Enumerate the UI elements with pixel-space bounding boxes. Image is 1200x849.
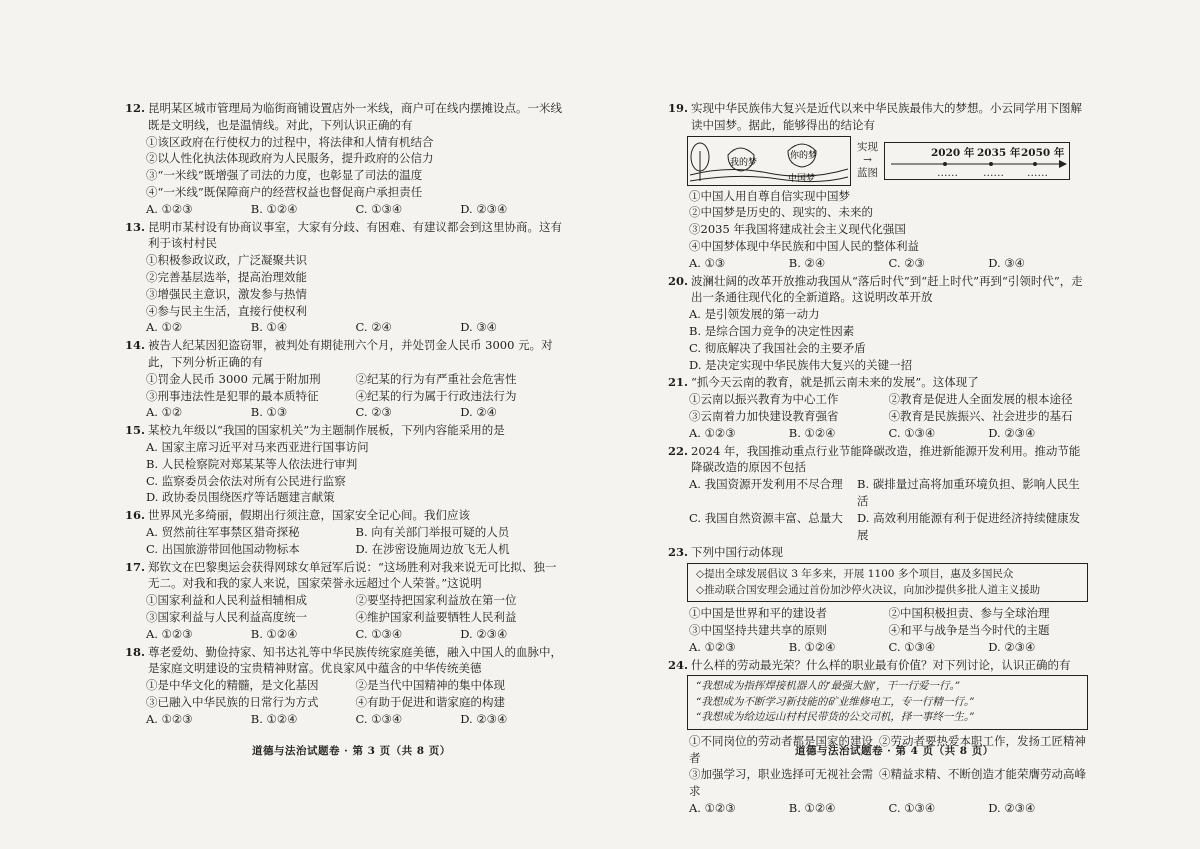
question-15 <box>125 422 565 506</box>
statement: ②以人性化执法体现政府为人民服务，提升政府的公信力 <box>146 151 434 166</box>
statement: ①该区政府在行使权力的过程中，将法律和人情有机结合 <box>146 134 434 149</box>
question-stem: 某校九年级以“我国的国家机关”为主题制作展板，下列内容能采用的是 <box>148 423 505 438</box>
question-number: 21. <box>668 375 689 390</box>
timeline-year: 2035 年 <box>977 146 1021 159</box>
china-dream-label: 中国梦 <box>788 173 816 184</box>
right-page <box>668 100 1088 818</box>
option-b: B. 碳排量过高将加重环境负担、影响人民生活 <box>857 477 1080 508</box>
question-14 <box>125 337 565 421</box>
option-d: D. 是决定实现中华民族伟大复兴的关键一招 <box>689 357 913 372</box>
statement: ①云南以振兴教育为中心工作 <box>689 392 839 407</box>
option-c: C. 监察委员会依法对所有公民进行监察 <box>146 473 346 488</box>
china-dream-figure <box>687 136 1088 186</box>
statement: ②完善基层选举，提高治理效能 <box>146 269 307 284</box>
choice-a: A. ①②③ <box>689 425 736 440</box>
timeline-year: 2020 年 <box>931 146 975 159</box>
statement: ④和平与战争是当今时代的主题 <box>888 622 1050 637</box>
statement: ①不同岗位的劳动者都是国家的建设者 <box>689 733 873 765</box>
statement: ③云南着力加快建设教育强省 <box>689 408 839 423</box>
statement: ②纪某的行为有严重社会危害性 <box>355 371 517 386</box>
question-number: 23. <box>668 545 689 560</box>
statement: ③加强学习，职业选择可无视社会需求 <box>689 767 873 799</box>
statement: ③“一米线”既增强了司法的力度，也彰显了司法的温度 <box>146 168 423 183</box>
question-18 <box>125 644 565 728</box>
question-number: 16. <box>125 508 146 523</box>
timeline-dots: …… <box>983 166 1004 179</box>
choice-c: C. ②③ <box>355 405 392 420</box>
choice-c: C. ①③④ <box>888 639 936 654</box>
choice-d: D. ②③④ <box>988 425 1036 440</box>
statement: ②教育是促进人全面发展的根本途径 <box>888 392 1073 407</box>
statement: ①国家利益和人民利益相辅相成 <box>146 593 307 608</box>
option-d: D. 在涉密设施周边放飞无人机 <box>355 541 510 556</box>
choice-a: A. ①②③ <box>146 201 193 216</box>
choice-a: A. ①②③ <box>146 626 193 641</box>
statement: ①积极参政议政，广泛凝聚共识 <box>146 253 307 268</box>
left-page <box>125 100 565 728</box>
statement: ①是中华文化的精髓，是文化基因 <box>146 678 319 693</box>
statement: ④精益求精、不断创造才能荣膺劳动高峰 <box>879 767 1086 782</box>
option-c: C. 出国旅游带回他国动物标本 <box>146 541 300 556</box>
question-stem: 被告人纪某因犯盗窃罪，被判处有期徒刑六个月，并处罚金人民币 3000 元。对此，下列分析正确的有 <box>148 338 553 369</box>
page-footer-right: 道德与法治试题卷 · 第 4 页（共 8 页） <box>795 745 994 757</box>
statement: ③2035 年我国将建成社会主义现代化强国 <box>689 222 906 237</box>
quote-line: “我想成为指挥焊接机器人的‘最强大脑’，干一行爱一行。” <box>696 680 961 693</box>
choice-a: A. ①② <box>146 320 183 335</box>
option-b: B. 向有关部门举报可疑的人员 <box>355 524 510 539</box>
statement: ③国家利益与人民利益高度统一 <box>146 609 307 624</box>
statement: ③已融入中华民族的日常行为方式 <box>146 694 319 709</box>
option-c: C. 彻底解决了我国社会的主要矛盾 <box>689 340 866 355</box>
choice-c: C. ①③④ <box>355 711 403 726</box>
question-number: 15. <box>125 423 146 438</box>
material-box <box>687 563 1088 602</box>
question-number: 14. <box>125 338 146 353</box>
option-a: A. 我国资源开发利用不尽合理 <box>689 477 843 492</box>
question-stem: 2024 年，我国推动重点行业节能降碳改造，推进新能源开发利用。推动节能降碳改造的原因不包括 <box>691 443 1081 475</box>
choice-a: A. ①③ <box>689 255 726 270</box>
question-stem: 郑钦文在巴黎奥运会获得网球女单冠军后说：“这场胜利对我来说无可比拟、独一无二。对我和我的家人来说，国家荣誉永远超过个人荣誉。”这说明 <box>148 559 557 591</box>
statement: ②是当代中国精神的集中体现 <box>355 678 505 693</box>
statement: ④“一米线”既保障商户的经营权益也督促商户承担责任 <box>146 184 423 199</box>
choice-d: D. ②④ <box>460 405 497 420</box>
choice-c: C. ①③④ <box>355 626 403 641</box>
question-23 <box>668 544 1088 655</box>
choice-d: D. ②③④ <box>988 639 1036 654</box>
caption-top: 实现 <box>857 141 878 154</box>
page-footer-left: 道德与法治试题卷 · 第 3 页（共 8 页） <box>252 745 451 757</box>
statement: ③增强民主意识，激发参与热情 <box>146 286 307 301</box>
statement: ①罚金人民币 3000 元属于附加刑 <box>146 371 321 386</box>
timeline-dots: …… <box>937 166 958 179</box>
statement: ③中国坚持共建共享的原则 <box>689 622 827 637</box>
material-line: ◇推动联合国安理会通过首份加沙停火决议，向加沙提供多批人道主义援助 <box>696 583 1041 596</box>
question-number: 24. <box>668 657 689 672</box>
choice-a: A. ①②③ <box>689 801 736 815</box>
choice-b: B. ①③ <box>250 405 288 420</box>
question-stem: 尊老爱幼、勤俭持家、知书达礼等中华民族传统家庭美德，融入中国人的血脉中，是家庭文明建设的宝贵精神财富。优良家风中蕴含的中华传统美德 <box>148 644 562 676</box>
option-a: A. 是引领发展的第一动力 <box>689 307 820 322</box>
statement: ④中国梦体现中华民族和中国人民的整体利益 <box>689 238 919 253</box>
choice-c: C. ①③④ <box>355 201 403 216</box>
choice-d: D. ②③④ <box>988 801 1036 815</box>
my-dream-label: 我的梦 <box>730 157 758 168</box>
choice-b: B. ①②④ <box>250 201 298 216</box>
choice-d: D. ③④ <box>988 255 1025 270</box>
statement: ③刑事违法性是犯罪的最本质特征 <box>146 388 319 403</box>
question-number: 13. <box>125 219 146 234</box>
choice-b: B. ①②④ <box>250 626 298 641</box>
quote-box <box>687 675 1088 730</box>
question-22 <box>668 443 1088 544</box>
option-d: D. 政协委员围绕医疗等话题建言献策 <box>146 490 335 505</box>
question-stem: 昆明市某村设有协商议事室，大家有分歧、有困难、有建议都会到这里协商。这有利于该村村民 <box>148 219 562 251</box>
question-number: 12. <box>125 101 146 115</box>
right-arrow-icon: → <box>863 154 872 167</box>
blueprint-timeline <box>884 142 1070 180</box>
question-stem: 波澜壮阔的改革开放推动我国从“落后时代”到“赶上时代”再到“引领时代”，走出一条通往现代化的全新道路。这说明改革开放 <box>691 273 1083 305</box>
question-stem: 什么样的劳动最光荣？什么样的职业最有价值？对下列讨论，认识正确的有 <box>691 657 1071 672</box>
question-17 <box>125 559 565 643</box>
question-13 <box>125 219 565 337</box>
option-a: A. 国家主席习近平对马来西亚进行国事访问 <box>146 439 369 454</box>
statement: ④参与民主生活，直接行使权利 <box>146 303 307 318</box>
question-number: 18. <box>125 644 146 659</box>
choice-b: B. ②④ <box>788 255 826 270</box>
choice-c: C. ②③ <box>888 255 925 270</box>
statement: ④维护国家利益要牺牲人民利益 <box>355 609 517 624</box>
choice-d: D. ②③④ <box>460 711 508 726</box>
quote-line: “我想成为给边远山村村民带货的公交司机，择一事终一生。” <box>696 711 975 724</box>
choice-c: C. ②④ <box>355 320 392 335</box>
option-d: D. 高效利用能源有利于促进经济持续健康发展 <box>857 510 1081 542</box>
question-12 <box>125 100 565 218</box>
statement: ④教育是民族振兴、社会进步的基石 <box>888 408 1073 423</box>
choice-b: B. ①②④ <box>788 801 836 815</box>
figure-caption <box>857 141 878 180</box>
question-20 <box>668 273 1088 374</box>
option-b: B. 人民检察院对郑某某等人依法进行审判 <box>146 456 358 471</box>
option-c: C. 我国自然资源丰富、总量大 <box>689 510 843 525</box>
caption-bottom: 蓝图 <box>857 167 878 180</box>
option-b: B. 是综合国力竞争的决定性因素 <box>689 323 855 338</box>
statement: ①中国是世界和平的建设者 <box>689 606 827 621</box>
choice-b: B. ①②④ <box>788 425 836 440</box>
question-number: 19. <box>668 101 689 115</box>
question-stem: 世界风光多绮丽，假期出行须注意，国家安全记心间。我们应该 <box>148 508 470 523</box>
choice-d: D. ②③④ <box>460 626 508 641</box>
question-19 <box>668 100 1088 272</box>
statement: ②中国积极担责、参与全球治理 <box>888 606 1050 621</box>
question-number: 20. <box>668 273 689 288</box>
your-dream-label: 你的梦 <box>790 150 818 161</box>
timeline-year: 2050 年 <box>1021 146 1065 159</box>
choice-c: C. ①③④ <box>888 425 936 440</box>
question-number: 17. <box>125 559 146 574</box>
choice-a: A. ①② <box>146 405 183 420</box>
statement: ②要坚持把国家利益放在第一位 <box>355 593 517 608</box>
question-stem: 实现中华民族伟大复兴是近代以来中华民族最伟大的梦想。小云同学用下图解读中国梦。据此，能够得出的结论有 <box>691 101 1082 132</box>
choice-c: C. ①③④ <box>888 801 936 815</box>
question-stem: 昆明某区城市管理局为临街商铺设置店外一米线，商户可在线内摆摊设点。一米线既是文明线，也是温情线。对此，下列认识正确的有 <box>148 101 562 132</box>
choice-b: B. ①④ <box>250 320 288 335</box>
statement: ④纪某的行为属于行政违法行为 <box>355 388 517 403</box>
option-a: A. 贸然前往军事禁区猎奇探秘 <box>146 524 300 539</box>
question-21 <box>668 374 1088 441</box>
choice-a: A. ①②③ <box>689 639 736 654</box>
statement: ②劳动者要热爱本职工作，发扬工匠精神 <box>879 733 1086 748</box>
question-24 <box>668 657 1088 817</box>
dream-illustration <box>687 136 851 186</box>
choice-a: A. ①②③ <box>146 711 193 726</box>
quote-line: “我想成为不断学习新技能的矿业维修电工，专一行精一行。” <box>696 695 975 708</box>
choice-b: B. ①②④ <box>250 711 298 726</box>
question-16 <box>125 507 565 557</box>
choice-b: B. ①②④ <box>788 639 836 654</box>
question-stem: “抓今天云南的教育，就是抓云南未来的发展”。这体现了 <box>691 375 979 390</box>
statement: ②中国梦是历史的、现实的、未来的 <box>689 205 873 220</box>
choice-d: D. ③④ <box>460 320 497 335</box>
question-number: 22. <box>668 443 689 458</box>
statement: ④有助于促进和谐家庭的构建 <box>355 694 505 709</box>
material-line: ◇提出全球发展倡议 3 年多来，开展 1100 多个项目，惠及多国民众 <box>696 568 1014 581</box>
timeline-dots: …… <box>1027 166 1048 179</box>
question-stem: 下列中国行动体现 <box>691 545 783 560</box>
statement: ①中国人用自尊自信实现中国梦 <box>689 188 850 203</box>
choice-d: D. ②③④ <box>460 201 508 216</box>
